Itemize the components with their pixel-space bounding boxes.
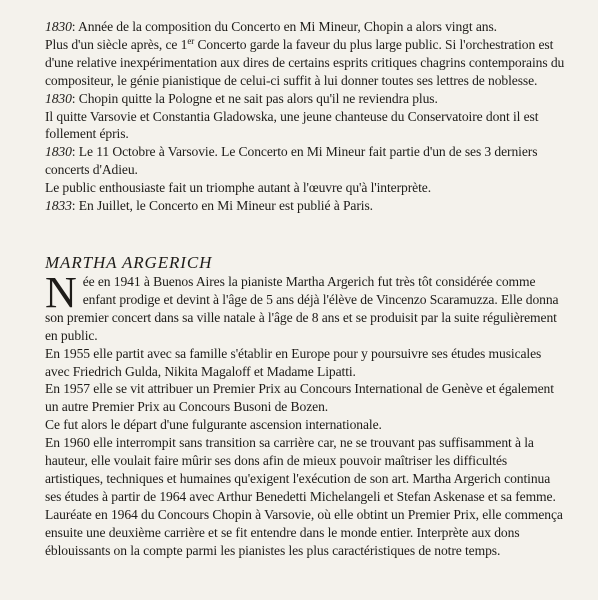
entry-continuation: Il quitte Varsovie et Constantia Gladowska, une jeune chanteuse du Conservatoire dont il est follement épris. xyxy=(45,108,539,142)
biography-paragraph: En 1955 elle partit avec sa famille s'établir en Europe pour y poursuivre ses études musicales avec Friedrich Gulda, Nikita Magaloff et Madame Lipatti. xyxy=(45,345,542,379)
document-page xyxy=(45,0,565,600)
biography-section xyxy=(45,268,565,560)
entry-year: 1833 xyxy=(45,198,72,214)
entry-continuation: Le public enthousiaste fait un triomphe autant à l'œuvre qu'à l'interprète. xyxy=(45,180,432,196)
entry-year: 1830 xyxy=(45,90,72,106)
entry-text: : Chopin quitte la Pologne et ne sait pas alors qu'il ne reviendra plus. xyxy=(71,90,438,106)
entry-continuation: Plus d'un siècle après, ce 1 xyxy=(45,36,188,52)
entry-text: : En Juillet, le Concerto en Mi Mineur est publié à Paris. xyxy=(71,198,373,214)
chronology-entry-2 xyxy=(45,90,565,144)
entry-year: 1830 xyxy=(45,19,72,34)
entry-continuation: Concerto garde la faveur du plus large public. Si l'orchestration est d'une relative inexpérimentation aux dires de certains esprits critiques chagrins contemporains du compositeur, le génie pianistique de celui-ci suffit à lui donner toutes ses lettres de noblesse. xyxy=(45,36,565,88)
entry-year: 1830 xyxy=(45,144,72,160)
drop-cap: N xyxy=(45,268,77,317)
chronology-entry-4 xyxy=(45,197,565,215)
section-title: MARTHA ARGERICH xyxy=(45,253,213,272)
biography-paragraph: En 1960 elle interrompit sans transition sa carrière car, ne se trouvant pas suffisamment à la hauteur, elle voulait faire mûrir ses dons afin de mieux pouvoir maîtriser les difficultés artistiques, techniques et humaines qu'exigent l'exécution de son art. Martha Argerich continua ses études à partir de 1964 avec Arthur Benedetti Michelangeli et Stefan Askenase et sa femme. xyxy=(45,435,556,504)
biography-paragraph: Née en 1941 à Buenos Aires la pianiste Martha Argerich fut très tôt considérée comme enfant prodige et devint à l'âge de 5 ans déjà l'élève de Vincenzo Scaramuzza. Elle donna son premier concert dans sa ville natale à l'âge de 8 ans et se produisit par la suite régulièrement en public. xyxy=(45,268,559,343)
superscript-ordinal: er xyxy=(187,35,195,46)
biography-paragraph: En 1957 elle se vit attribuer un Premier Prix au Concours International de Genève et également un autre Premier Prix au Concours Busoni de Bozen. xyxy=(45,381,554,415)
chronology-entry-1 xyxy=(45,18,565,90)
chronology-entry-3 xyxy=(45,143,565,197)
chronology-section xyxy=(45,18,565,215)
entry-text: : Année de la composition du Concerto en Mi Mineur, Chopin a alors vingt ans. xyxy=(71,19,497,34)
entry-text: : Le 11 Octobre à Varsovie. Le Concerto en Mi Mineur fait partie d'un de ses 3 derniers concerts d'Adieu. xyxy=(45,144,538,178)
biography-paragraph: Lauréate en 1964 du Concours Chopin à Varsovie, où elle obtint un Premier Prix, elle commença ensuite une deuxième carrière et se fit entendre dans le monde entier. Interprète aux dons éblouissants on la compte parmi les pianistes les plus caractéristiques de notre temps. xyxy=(45,506,563,558)
biography-paragraph: Ce fut alors le départ d'une fulgurante ascension internationale. xyxy=(45,417,382,433)
